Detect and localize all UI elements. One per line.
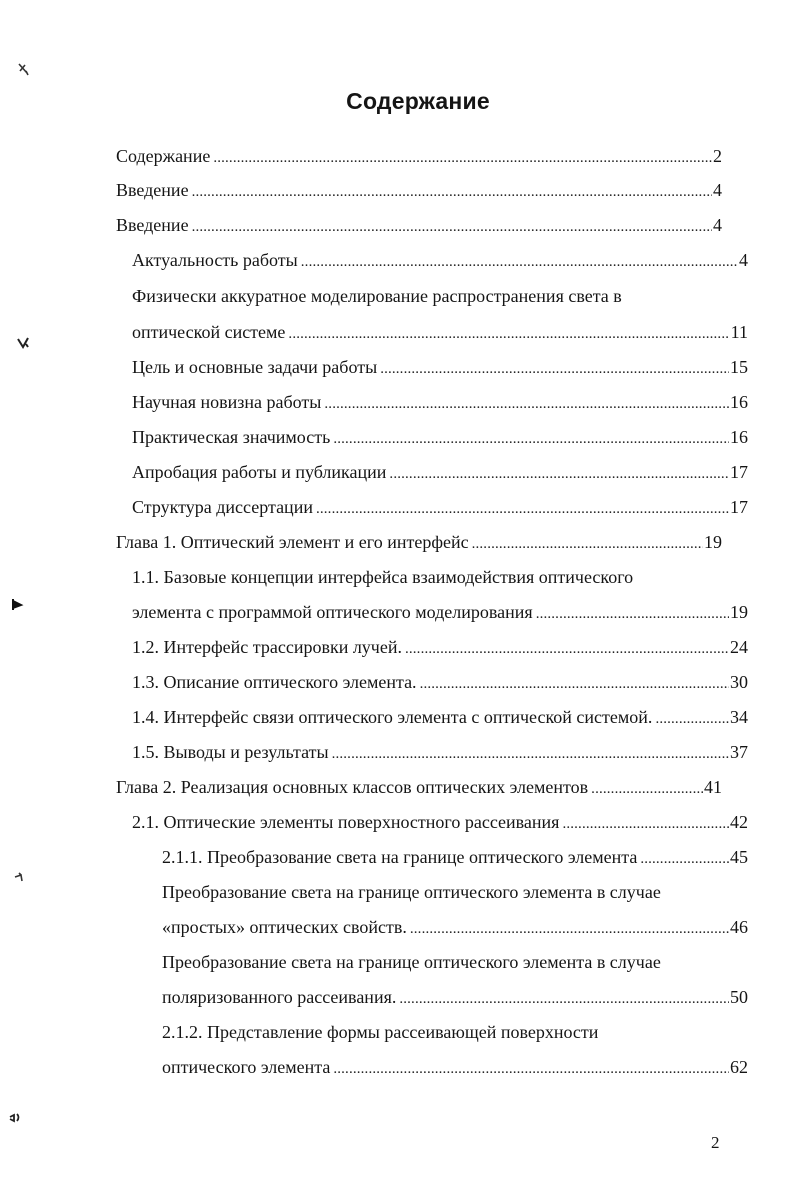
toc-entry[interactable] (162, 845, 748, 871)
toc-entry-title: 1.5. Выводы и результаты (132, 742, 329, 762)
toc-entry[interactable] (132, 320, 748, 346)
toc-entry-title: Введение (116, 215, 189, 235)
dot-leader (333, 427, 729, 451)
toc-entry-title: 1.4. Интерфейс связи оптического элемента с оптической системой. (132, 707, 653, 727)
toc-entry-title: Цель и основные задачи работы (132, 357, 378, 377)
toc-entry-page: 4 (713, 215, 722, 235)
toc-entry[interactable] (116, 530, 722, 556)
toc-entry-title: «простых» оптических свойств. (162, 917, 407, 937)
dot-leader (324, 392, 729, 416)
toc-entry-page: 17 (730, 462, 748, 482)
binding-mark-icon (13, 871, 27, 885)
dot-leader (562, 812, 729, 836)
dot-leader (420, 672, 729, 696)
toc-entry[interactable] (132, 635, 748, 661)
binding-mark-icon (8, 1110, 22, 1124)
toc-entry-title: Введение (116, 180, 189, 200)
toc-entry-title: Физически аккуратное моделирование распространения света в (132, 286, 622, 306)
toc-entry-continued[interactable] (162, 950, 748, 974)
toc-entry-title: Структура диссертации (132, 497, 313, 517)
toc-entry-title: 1.2. Интерфейс трассировки лучей. (132, 637, 402, 657)
toc-entry[interactable] (116, 144, 722, 170)
toc-entry[interactable] (162, 1055, 748, 1081)
dot-leader (288, 322, 729, 346)
toc-entry-title: 2.1.2. Представление формы рассеивающей поверхности (162, 1022, 599, 1042)
toc-entry[interactable] (162, 985, 748, 1011)
toc-entry-page: 11 (730, 322, 748, 342)
toc-entry-page: 45 (730, 847, 748, 867)
dot-leader (405, 637, 729, 661)
toc-entry[interactable] (132, 495, 748, 521)
toc-entry-title: Научная новизна работы (132, 392, 322, 412)
toc-entry-title: поляризованного рассеивания. (162, 987, 397, 1007)
toc-entry-title: 1.1. Базовые концепции интерфейса взаимодействия оптического (132, 567, 634, 587)
toc-entry-page: 16 (730, 392, 748, 412)
dot-leader (472, 532, 703, 556)
toc-entry-page: 46 (730, 917, 748, 937)
toc-entry[interactable] (132, 670, 748, 696)
dot-leader (655, 707, 729, 731)
toc-entry[interactable] (162, 915, 748, 941)
toc-entry[interactable] (116, 775, 722, 801)
toc-entry-title: Апробация работы и публикации (132, 462, 387, 482)
toc-entry-page: 17 (730, 497, 748, 517)
toc-entry-page: 4 (739, 250, 748, 270)
toc-entry-page: 50 (730, 987, 748, 1007)
toc-entry-title: Глава 2. Реализация основных классов оптических элементов (116, 777, 589, 797)
toc-entry-page: 41 (704, 777, 722, 797)
dot-leader (213, 146, 712, 170)
toc-entry-page: 19 (704, 532, 722, 552)
toc-entry[interactable] (132, 390, 748, 416)
dot-leader (192, 180, 712, 204)
dot-leader (389, 462, 729, 486)
toc-entry-page: 37 (730, 742, 748, 762)
toc-entry-title: Содержание (116, 146, 211, 166)
toc-entry-title: Актуальность работы (132, 250, 298, 270)
binding-mark-icon (16, 336, 30, 350)
toc-entry[interactable] (132, 248, 748, 274)
dot-leader (536, 602, 729, 626)
binding-mark-icon (16, 62, 30, 76)
toc-entry-continued[interactable] (132, 565, 748, 589)
toc-entry-title: Преобразование света на границе оптического элемента в случае (162, 882, 661, 902)
toc-entry-page: 34 (730, 707, 748, 727)
dot-leader (316, 497, 729, 521)
dot-leader (591, 777, 703, 801)
page-number: 2 (711, 1133, 720, 1152)
toc-entry[interactable] (132, 740, 748, 766)
page-title: Содержание (346, 88, 490, 114)
dot-leader (192, 215, 712, 239)
toc-entry-continued[interactable] (162, 1020, 748, 1044)
toc-entry-page: 2 (713, 146, 722, 166)
toc-entry-page: 24 (730, 637, 748, 657)
toc-entry-continued[interactable] (132, 284, 748, 308)
dot-leader (380, 357, 729, 381)
dot-leader (301, 250, 738, 274)
dot-leader (399, 987, 729, 1011)
dot-leader (332, 742, 729, 766)
toc-entry[interactable] (132, 425, 748, 451)
toc-entry-page: 15 (730, 357, 748, 377)
toc-entry[interactable] (132, 460, 748, 486)
binding-mark-icon (10, 597, 24, 611)
toc-entry[interactable] (132, 810, 748, 836)
toc-entry-page: 16 (730, 427, 748, 447)
toc-entry-continued[interactable] (162, 880, 748, 904)
toc-entry-title: оптического элемента (162, 1057, 331, 1077)
toc-entry[interactable] (132, 705, 748, 731)
toc-entry-page: 4 (713, 180, 722, 200)
toc-entry[interactable] (132, 600, 748, 626)
toc-entry-title: Практическая значимость (132, 427, 331, 447)
toc-entry-page: 62 (730, 1057, 748, 1077)
toc-entry[interactable] (116, 213, 722, 239)
dot-leader (640, 847, 729, 871)
toc-entry-page: 30 (730, 672, 748, 692)
dot-leader (333, 1057, 729, 1081)
toc-entry-title: 2.1. Оптические элементы поверхностного рассеивания (132, 812, 560, 832)
toc-entry-page: 19 (730, 602, 748, 622)
dot-leader (410, 917, 729, 941)
toc-entry-title: Преобразование света на границе оптического элемента в случае (162, 952, 661, 972)
toc-entry-title: 2.1.1. Преобразование света на границе оптического элемента (162, 847, 638, 867)
toc-entry[interactable] (116, 178, 722, 204)
toc-entry-title: 1.3. Описание оптического элемента. (132, 672, 417, 692)
toc-entry-title: оптической системе (132, 322, 286, 342)
toc-entry[interactable] (132, 355, 748, 381)
toc-entry-page: 42 (730, 812, 748, 832)
toc-entry-title: Глава 1. Оптический элемент и его интерфейс (116, 532, 469, 552)
toc-entry-title: элемента с программой оптического моделирования (132, 602, 533, 622)
